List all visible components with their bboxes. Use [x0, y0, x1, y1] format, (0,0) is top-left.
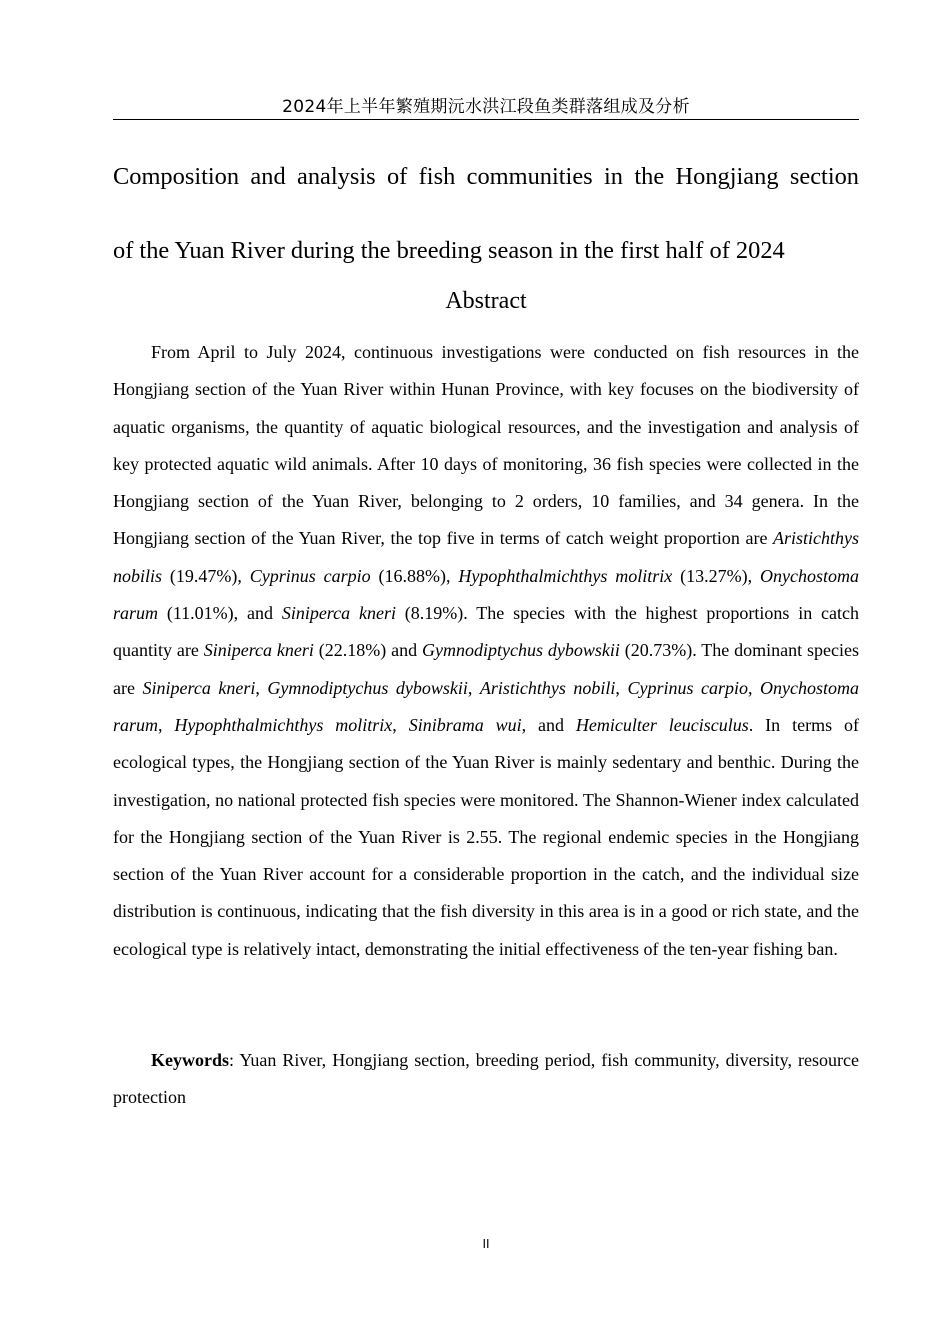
species-name: Siniperca kneri: [142, 677, 256, 698]
species-name: Siniperca kneri: [203, 640, 314, 661]
keywords-label: Keywords: [151, 1050, 229, 1070]
paper-title-line-2: of the Yuan River during the breeding season in the first half of 2024: [113, 237, 785, 264]
abstract-text: (20.73%). The dominant species are: [113, 640, 859, 698]
species-name: Siniperca kneri: [281, 603, 396, 624]
abstract-text: . In terms of ecological types, the Hongjiang section of the Yuan River is mainly sedentary and benthic. During the investigation, no national protected fish species were monitored. The Shannon-Wiener index calculated for the Hongjiang section of the Yuan River is 2.55. The regional endemic species in the Hongjiang section of the Yuan River account for a considerable proportion in the catch, and the individual size distribution is continuous, indicating that the fish diversity in this area is in a good or rich state, and the ecological type is relatively intact, demonstrating the initial effectiveness of the ten-year fishing ban.: [113, 714, 859, 959]
abstract-heading: Abstract: [445, 288, 527, 314]
abstract-text: , and: [521, 714, 576, 735]
abstract-text: From April to July 2024, continuous investigations were conducted on fish resources in the Hongjiang section of the Yuan River within Hunan Province, with key focuses on the biodiversity of aquatic organisms, the quantity of aquatic biological resources, and the investigation and analysis of key protected aquatic wild animals. After 10 days of monitoring, 36 fish species were collected in the Hongjiang section of the Yuan River, belonging to 2 orders, 10 families, and 34 genera. In the Hongjiang section of the Yuan River, the top five in terms of catch weight proportion are: [113, 342, 859, 549]
abstract-text: ,: [615, 677, 628, 698]
abstract-text: (16.88%),: [370, 565, 459, 586]
species-name: Gymnodiptychus dybowskii: [267, 677, 468, 698]
page-number: II: [482, 1237, 490, 1251]
species-name: Onychostoma rarum: [113, 565, 859, 624]
abstract-text: ,: [158, 714, 175, 735]
abstract-text: ,: [255, 677, 268, 698]
abstract-text: (22.18%) and: [313, 640, 423, 661]
species-name: Aristichthys nobili: [479, 677, 616, 698]
keywords-list: : Yuan River, Hongjiang section, breeding period, fish community, diversity, resource protection: [113, 1050, 859, 1108]
species-name: Gymnodiptychus dybowskii: [422, 640, 620, 661]
species-name: Hypophthalmichthys molitrix: [174, 714, 393, 735]
species-name: Hemiculter leucisculus: [575, 714, 749, 735]
abstract-text: ,: [747, 677, 761, 698]
species-name: Sinibrama wui: [408, 714, 522, 735]
paper-title-line-1: Composition and analysis of fish communities in the Hongjiang section: [113, 163, 859, 190]
species-name: Cyprinus carpio: [249, 565, 371, 586]
paper-title: [113, 140, 859, 288]
abstract-text: ,: [467, 677, 480, 698]
species-name: Aristichthys nobilis: [113, 528, 859, 586]
abstract-text: (19.47%),: [162, 565, 250, 586]
abstract-text: (11.01%), and: [158, 603, 282, 624]
document-page: [113, 0, 859, 1344]
abstract-text: ,: [392, 714, 409, 735]
species-name: Hypophthalmichthys molitrix: [458, 565, 673, 586]
species-name: Cyprinus carpio: [627, 677, 748, 698]
abstract-text: (13.27%),: [672, 565, 761, 586]
abstract-paragraph: [113, 334, 859, 968]
keywords-paragraph: [113, 1042, 859, 1117]
abstract-text: (8.19%). The species with the highest proportions in catch quantity are: [113, 603, 859, 661]
running-header: 2024年上半年繁殖期沅水洪江段鱼类群落组成及分析: [113, 96, 859, 120]
species-name: Onychostoma rarum: [113, 677, 859, 735]
